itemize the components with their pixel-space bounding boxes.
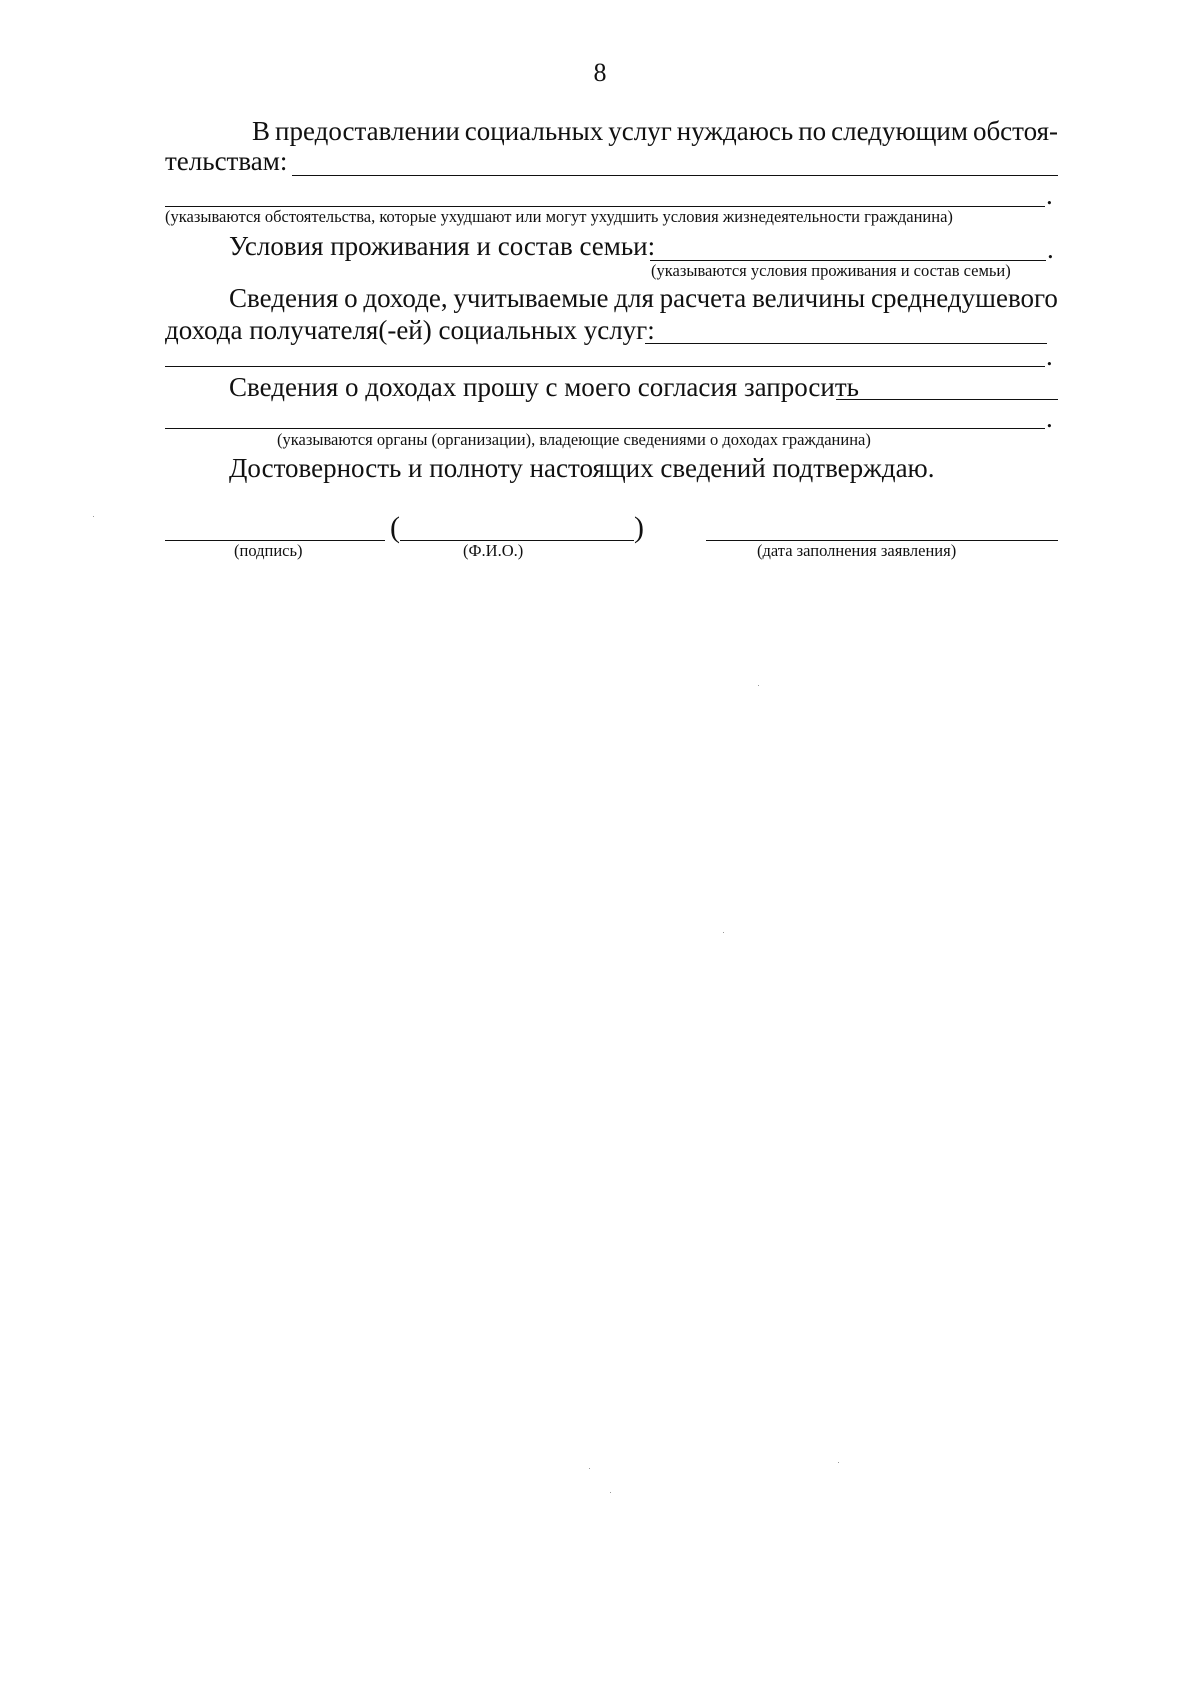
- income-label: дохода получателя(-ей) социальных услуг:: [165, 315, 655, 345]
- living-label: Условия проживания и состав семьи:: [229, 231, 656, 261]
- income-paragraph-line1: [229, 285, 1058, 312]
- scan-speck: [723, 932, 724, 933]
- income-answer-line-2[interactable]: [165, 366, 1045, 367]
- income-word: величины: [752, 283, 866, 313]
- needs-word: нуждаюсь: [676, 116, 794, 146]
- request-answer-line-2[interactable]: [165, 428, 1045, 429]
- name-paren-close: ): [634, 511, 644, 544]
- scan-speck: [610, 1492, 611, 1493]
- name-paren-open: (: [390, 511, 400, 544]
- needs-answer-line-1[interactable]: [292, 175, 1058, 176]
- name-caption: (Ф.И.О.): [463, 541, 524, 560]
- needs-word: по: [798, 116, 827, 146]
- page-number: 8: [593, 58, 607, 87]
- needs-word: предоставлении: [275, 116, 460, 146]
- needs-word: В: [252, 116, 271, 146]
- needs-word: услуг: [608, 116, 672, 146]
- needs-word: следующим: [831, 116, 968, 146]
- signature-caption: (подпись): [234, 541, 303, 560]
- living-caption: (указываются условия проживания и состав семьи): [651, 261, 1011, 280]
- scan-speck: [838, 1462, 839, 1463]
- income-word: учитываемые: [453, 283, 609, 313]
- scan-speck: [93, 516, 94, 517]
- income-word: о: [344, 283, 358, 313]
- confirmation-statement: Достоверность и полноту настоящих сведений подтверждаю.: [229, 453, 935, 483]
- request-end-mark: .: [1046, 403, 1053, 433]
- scan-speck: [758, 685, 759, 686]
- income-answer-line-1[interactable]: [645, 343, 1047, 344]
- income-word: Сведения: [229, 283, 339, 313]
- needs-word: социальных: [464, 116, 604, 146]
- needs-label: тельствам:: [165, 146, 288, 176]
- income-word: для: [614, 283, 654, 313]
- request-label: Сведения о доходах прошу с моего согласия запросить: [229, 372, 859, 402]
- income-word: доходе,: [363, 283, 448, 313]
- living-end-mark: .: [1047, 234, 1054, 264]
- request-answer-line-1[interactable]: [836, 399, 1058, 400]
- scan-speck: [589, 1468, 590, 1469]
- request-caption: (указываются органы (организации), владеющие сведениями о доходах гражданина): [277, 430, 871, 449]
- income-end-mark: .: [1046, 341, 1053, 371]
- needs-end-mark: .: [1046, 180, 1053, 210]
- needs-paragraph-line1: [252, 118, 1058, 145]
- needs-caption: (указываются обстоятельства, которые ухудшают или могут ухудшить условия жизнедеятельности гражданина): [165, 207, 953, 226]
- income-word: среднедушевого: [871, 283, 1058, 313]
- needs-word: обстоя-: [972, 116, 1058, 146]
- date-caption: (дата заполнения заявления): [757, 541, 957, 560]
- income-word: расчета: [659, 283, 747, 313]
